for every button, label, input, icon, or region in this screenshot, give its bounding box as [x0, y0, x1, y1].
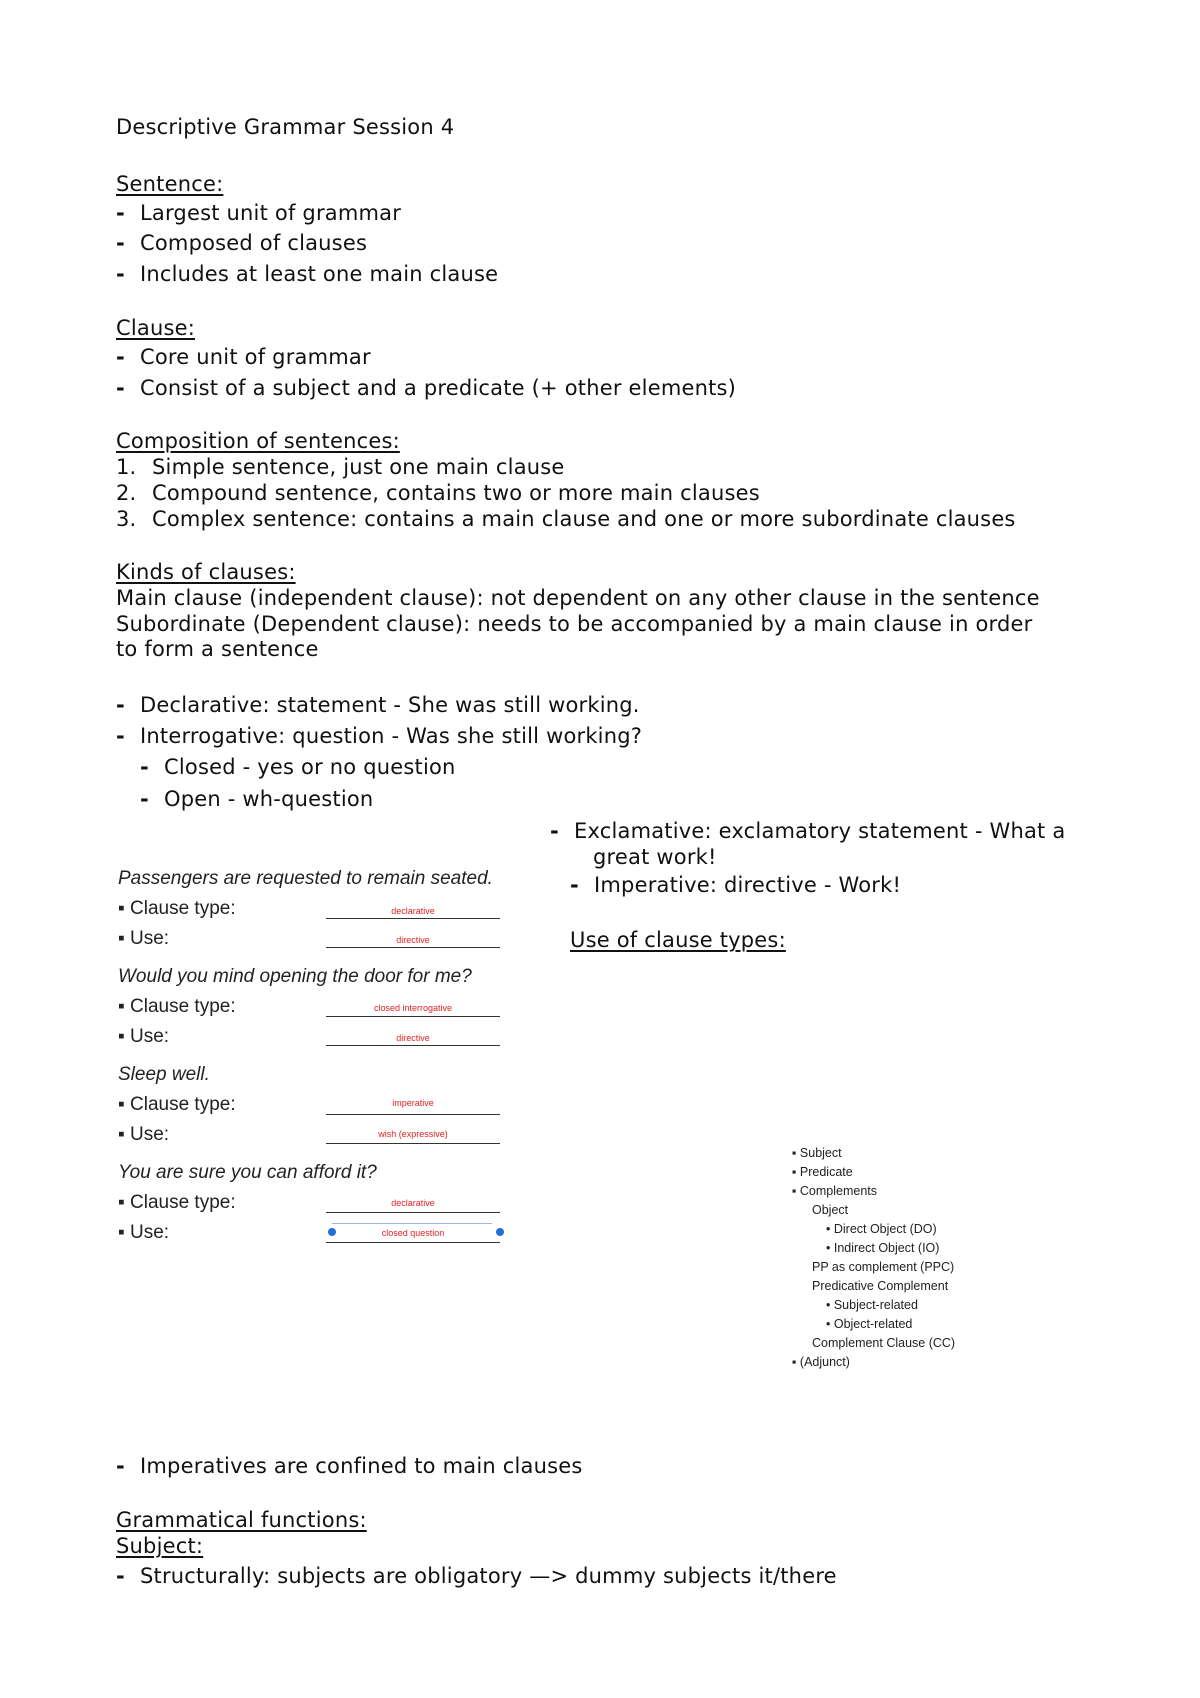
worksheet-sentence: Passengers are requested to remain seated.: [118, 868, 493, 889]
list-item: - Core unit of grammar: [116, 345, 371, 369]
answer-line: [326, 1114, 500, 1115]
worksheet-label: ▪ Clause type:: [118, 1192, 236, 1213]
kinds-heading: Kinds of clauses:: [116, 560, 296, 584]
list-item: ▪ Subject: [792, 1146, 842, 1160]
selection-handle-icon: [496, 1228, 504, 1236]
worksheet-label: ▪ Clause type:: [118, 1094, 236, 1115]
worksheet-label: ▪ Clause type:: [118, 898, 236, 919]
worksheet-label: ▪ Use:: [118, 1026, 170, 1047]
paragraph-line: to form a sentence: [116, 637, 319, 661]
worksheet-label: ▪ Use:: [118, 1222, 170, 1243]
list-item: - Declarative: statement - She was still working.: [116, 693, 640, 717]
list-item: - Includes at least one main clause: [116, 262, 499, 286]
worksheet-answer: directive: [396, 1033, 430, 1043]
list-item: • Subject-related: [826, 1298, 918, 1312]
list-item: - Interrogative: question - Was she still working?: [116, 724, 643, 748]
clause-heading: Clause:: [116, 316, 196, 340]
list-item: Object: [812, 1203, 849, 1217]
answer-line: [326, 1212, 500, 1213]
document-title: Descriptive Grammar Session 4: [116, 115, 455, 139]
list-item: ▪ (Adjunct): [792, 1355, 850, 1369]
list-item: PP as complement (PPC): [812, 1260, 955, 1274]
worksheet-answer: closed interrogative: [373, 1003, 453, 1013]
paragraph-line: Subordinate (Dependent clause): needs to be accompanied by a main clause in order: [116, 612, 1033, 636]
worksheet-answer: imperative: [392, 1098, 434, 1108]
list-item: Predicative Complement: [812, 1279, 949, 1293]
list-item: • Indirect Object (IO): [826, 1241, 940, 1255]
worksheet-sentence: Sleep well.: [118, 1064, 210, 1085]
answer-line: [326, 1045, 500, 1046]
worksheet-answer: declarative: [391, 1198, 435, 1208]
answer-line: [326, 918, 500, 919]
paragraph-line: Main clause (independent clause): not dependent on any other clause in the sentence: [116, 586, 1040, 610]
numbered-item: 3. Complex sentence: contains a main clause and one or more subordinate clauses: [116, 507, 1016, 531]
list-item: Complement Clause (CC): [812, 1336, 956, 1350]
list-item: - Closed - yes or no question: [140, 755, 456, 779]
list-item: • Direct Object (DO): [826, 1222, 937, 1236]
sentence-heading: Sentence:: [116, 172, 224, 196]
list-item: - Consist of a subject and a predicate (+ other elements): [116, 376, 737, 400]
grammatical-functions-heading: Grammatical functions:: [116, 1508, 367, 1532]
list-item: - Largest unit of grammar: [116, 201, 402, 225]
worksheet-sentence: Would you mind opening the door for me?: [118, 966, 472, 987]
list-item: ▪ Predicate: [792, 1165, 853, 1179]
grammatical-functions-list: [780, 1146, 960, 1374]
list-item: - Imperative: directive - Work!: [570, 873, 902, 897]
list-item: - Structurally: subjects are obligatory —> dummy subjects it/there: [116, 1564, 837, 1588]
answer-line: [326, 1016, 500, 1017]
list-item: - Imperatives are confined to main clauses: [116, 1454, 583, 1478]
worksheet-answer: directive: [396, 935, 430, 945]
worksheet-answer: declarative: [391, 906, 435, 916]
worksheet-label: ▪ Clause type:: [118, 996, 236, 1017]
composition-heading: Composition of sentences:: [116, 429, 400, 453]
list-item: - Composed of clauses: [116, 231, 368, 255]
numbered-item: 2. Compound sentence, contains two or more main clauses: [116, 481, 760, 505]
worksheet-answer: wish (expressive): [378, 1129, 448, 1139]
paragraph-line: great work!: [593, 845, 717, 869]
answer-line: [326, 1143, 500, 1144]
answer-line: [326, 1242, 500, 1243]
worksheet-label: ▪ Use:: [118, 1124, 170, 1145]
worksheet-sentence: You are sure you can afford it?: [118, 1162, 377, 1183]
use-of-clause-types-heading: Use of clause types:: [570, 928, 786, 952]
list-item: ▪ Complements: [792, 1184, 878, 1198]
list-item: - Exclamative: exclamatory statement - What a: [550, 819, 1066, 843]
answer-line: [326, 947, 500, 948]
list-item: - Open - wh-question: [140, 787, 374, 811]
list-item: • Object-related: [826, 1317, 913, 1331]
clause-type-worksheet: [112, 858, 532, 1248]
worksheet-answer: closed question: [381, 1228, 445, 1238]
worksheet-label: ▪ Use:: [118, 928, 170, 949]
subject-heading: Subject:: [116, 1534, 204, 1558]
numbered-item: 1. Simple sentence, just one main clause: [116, 455, 565, 479]
selection-outline: [332, 1223, 492, 1224]
